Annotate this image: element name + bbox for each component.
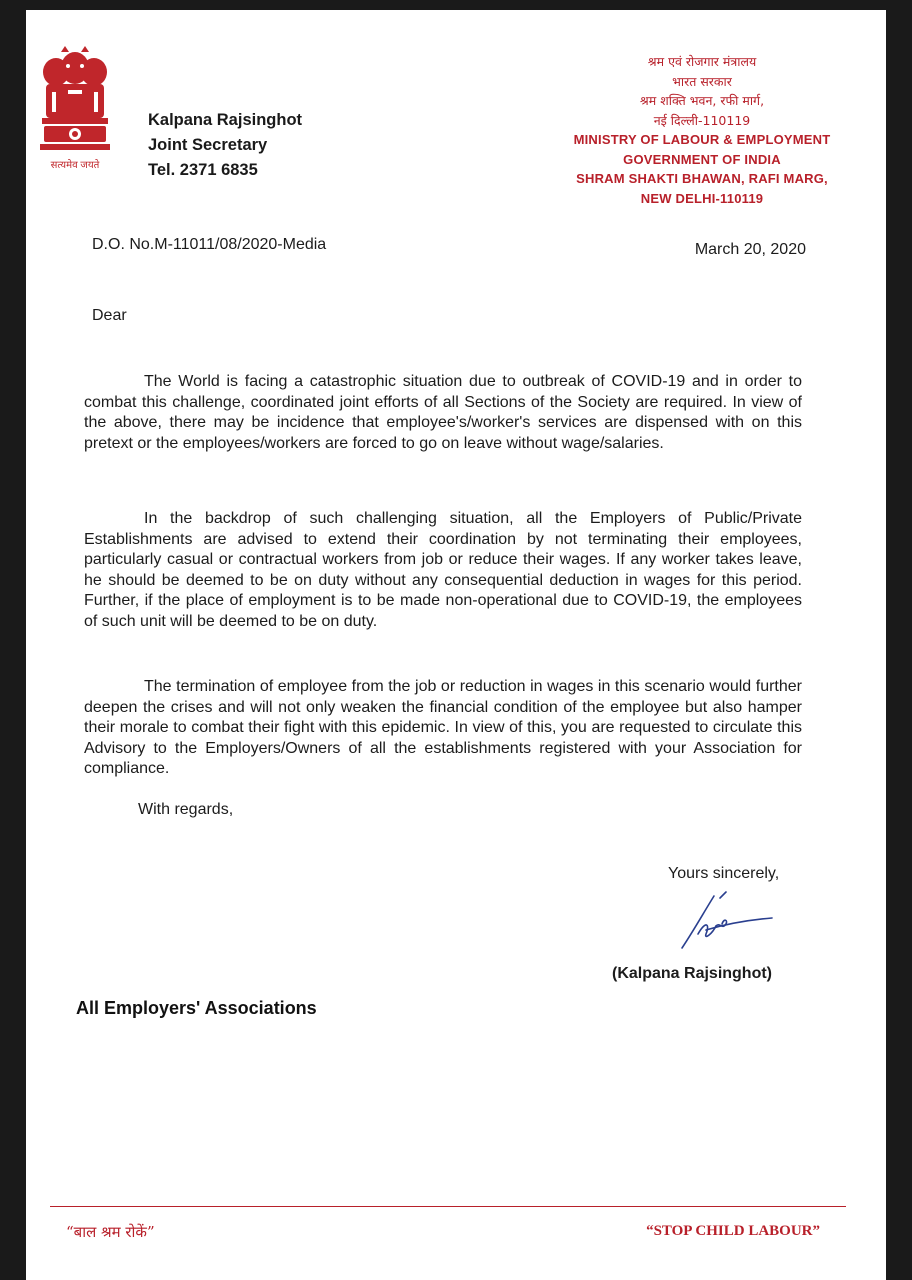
letter-date: March 20, 2020	[694, 241, 806, 258]
body-paragraph-1: The World is facing a catastrophic situation due to outbreak of COVID-19 and in order to combat this challenge, coordinated joint efforts of all Sections of the Society are required. In view of the above, there may be incidence that employee's/worker's services are dispensed with on this pretext or the employees/workers are forced to go on leave without wage/salaries.	[84, 373, 802, 452]
body-paragraph-2: In the backdrop of such challenging situation, all the Employers of Public/Private Establishments are advised to extend their coordination by not terminating their employees, particularly casual or contractual workers from job or reduce their wages. If any worker takes leave, he should be deemed to be on duty without any consequential deduction in wages for this period. Further, if the place of employment is to be made non-operational due to COVID-19, the employees of such unit will be deemed to be on duty.	[84, 510, 802, 630]
letter-page	[26, 10, 886, 1280]
ministry-hindi-line-2: भारत सरकार	[672, 73, 732, 89]
ministry-english-line-2: GOVERNMENT OF INDIA	[623, 151, 781, 167]
handwritten-signature	[676, 890, 776, 952]
ministry-hindi-line-1: श्रम एवं रोजगार मंत्रालय	[647, 54, 757, 69]
footer-divider	[50, 1206, 846, 1207]
ministry-hindi-line-3: श्रम शक्ति भवन, रफी मार्ग,	[639, 93, 765, 108]
ministry-english-line-3: SHRAM SHAKTI BHAWAN, RAFI MARG,	[576, 171, 828, 186]
emblem-motto: सत्यमेव जयते	[50, 160, 100, 171]
regards-line: With regards,	[138, 801, 234, 818]
footer-english-slogan: “STOP CHILD LABOUR”	[646, 1223, 820, 1239]
sender-block	[148, 108, 302, 183]
ministry-english-line-1: MINISTRY OF LABOUR & EMPLOYMENT	[573, 132, 831, 147]
salutation: Dear	[92, 307, 127, 324]
ministry-letterhead	[542, 52, 862, 208]
screen-top-strip	[0, 0, 912, 10]
ministry-english-line-4: NEW DELHI-110119	[640, 190, 764, 206]
national-emblem-icon	[38, 46, 112, 158]
reference-number: D.O. No.M-11011/08/2020-Media	[92, 236, 327, 253]
ministry-hindi-line-4: नई दिल्ली-110119	[653, 112, 751, 128]
closing-line: Yours sincerely,	[668, 865, 780, 882]
sender-phone: Tel. 2371 6835	[148, 161, 258, 179]
body-paragraph-3: The termination of employee from the job or reduction in wages in this scenario would further deepen the crises and will not only weaken the financial condition of the employee but also hamper their morale to combat their fight with this epidemic. In view of this, you are requested to circulate this Advisory to the Employers/Owners of all the establishments registered with your Association for compliance.	[84, 678, 802, 777]
signatory-name: (Kalpana Rajsinghot)	[612, 965, 773, 982]
sender-designation: Joint Secretary	[148, 136, 268, 154]
addressee: All Employers' Associations	[76, 998, 317, 1018]
sender-name: Kalpana Rajsinghot	[148, 111, 303, 129]
footer-hindi-slogan: “बाल श्रम रोकें”	[66, 1223, 155, 1241]
